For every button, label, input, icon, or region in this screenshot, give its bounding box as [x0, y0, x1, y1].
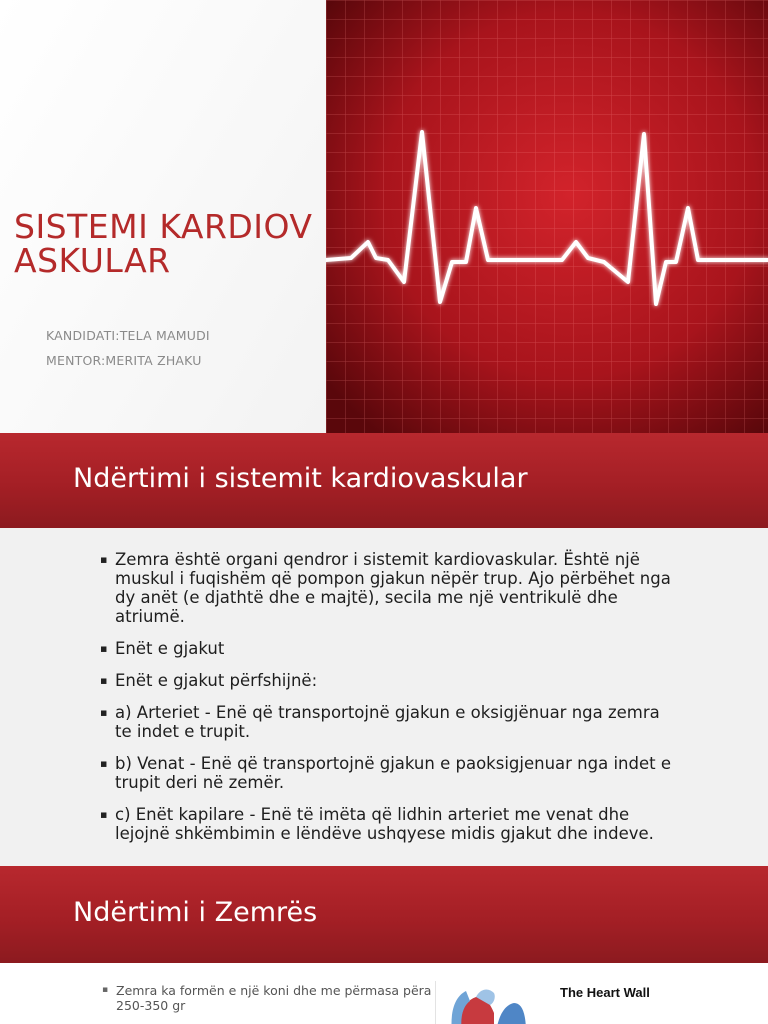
bullet-item: ▪ Enët e gjakut [100, 639, 680, 658]
bullet-item: ▪ a) Arteriet - Enë që transportojnë gjakun e oksigjënuar nga zemra te indet e trupit. [100, 703, 680, 741]
heartbeat-ecg-image [326, 0, 768, 433]
bullet-item: ▪ Zemra është organi qendror i sistemit kardiovaskular. Është një muskul i fuqishëm që pompon gjakun nëpër trup. Ajo përbëhet nga dy anët (e djathtë dhe e majtë), secila me një ventrikulë dhe atriumë. [100, 550, 680, 626]
heart-wall-figure [435, 981, 764, 1024]
content-slide-heart-structure [0, 866, 768, 1024]
bullet-item: ▪ c) Enët kapilare - Enë të imëta që lidhin arteriet me venat dhe lejojnë shkëmbimin e lëndëve ushqyese midis gjakut dhe indeve. [100, 805, 680, 843]
mentor-name: MENTOR:MERITA ZHAKU [46, 353, 202, 368]
slide-title: Ndërtimi i Zemrës [73, 897, 318, 928]
bullet-item: ▪ Enët e gjakut përfshijnë: [100, 671, 680, 690]
candidate-name: KANDIDATI:TELA MAMUDI [46, 328, 210, 343]
content-slide-system-structure [0, 433, 768, 866]
title-band [0, 866, 768, 963]
slide-title: Ndërtimi i sistemit kardiovaskular [73, 463, 528, 494]
heart-illustration-icon [450, 983, 530, 1024]
figure-title: The Heart Wall [560, 985, 650, 1000]
bullet-item: ▪ b) Venat - Enë që transportojnë gjakun e paoksigjenuar nga indet e trupit deri në zemër. [100, 754, 680, 792]
bullet-list [100, 550, 680, 856]
title-slide [0, 0, 768, 433]
title-band [0, 433, 768, 528]
presentation-title: SISTEMI KARDIOVASKULAR [14, 207, 313, 280]
bullet-item: ▪ Zemra ka formën e një koni dhe me përmasa përa 250-350 gr [102, 983, 456, 1013]
